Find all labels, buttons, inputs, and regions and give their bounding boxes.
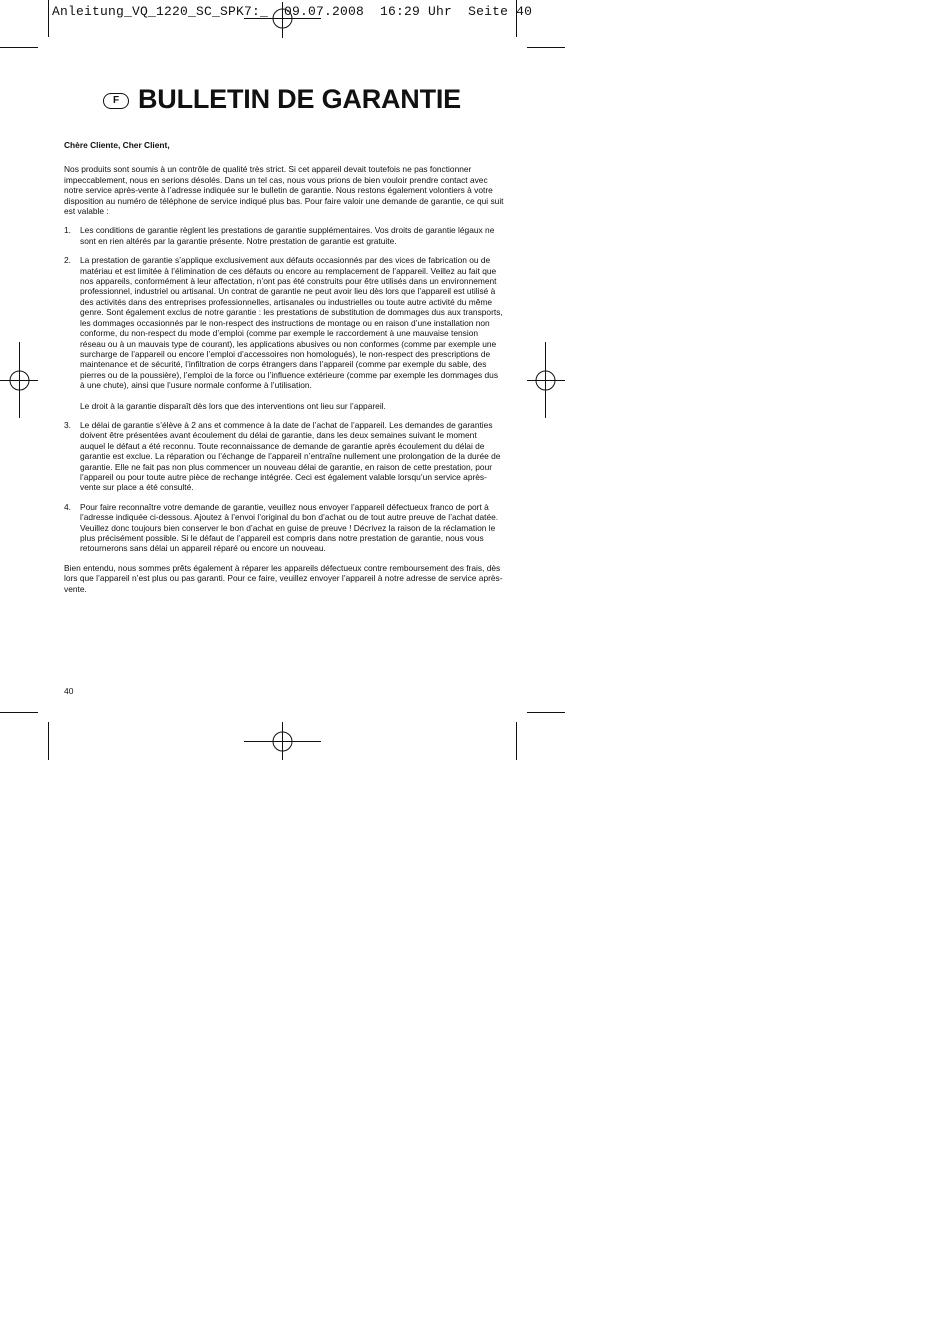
intro-paragraph: Nos produits sont soumis à un contrôle de qualité très strict. Si cet appareil devait toutefois ne pas fonctionner impeccablement, nous en serions désolés. Dans un tel cas, nous vous prions de bien vouloir prendre contact avec notre service après-vente à l’adresse indiquée sur le bulletin de garantie. Nous restons également volontiers à votre disposition au numéro de téléphone de service indiqué plus bas. Pour faire valoir une demande de garantie, ce qui suit est valable :: [64, 164, 504, 217]
list-item: [64, 420, 504, 493]
warranty-body: [64, 140, 504, 594]
list-item: [64, 225, 504, 246]
list-item-number: 4.: [64, 501, 71, 512]
list-item-text: Pour faire reconnaître votre demande de garantie, veuillez nous envoyer l’appareil défectueux franco de port à l’adresse indiquée ci-dessous. Ajoutez à l’envoi l’original du bon d’achat ou de tout autre preuve de l’achat datée. Veuillez donc toujours bien conserver le bon d’achat en guise de preuve ! Décrivez la raison de la réclamation le plus précisément possible. Si le défaut de l’appareil est compris dans notre prestation de garantie, nous vous retournerons sans délai un appareil réparé ou encore un nouveau.: [80, 501, 499, 554]
page-number: 40: [64, 686, 74, 696]
salutation: Chère Cliente, Cher Client,: [64, 140, 170, 150]
list-item-text: Les conditions de garantie règlent les prestations de garantie supplémentaires. Vos droits de garantie légaux ne sont en rien altérés par la garantie présente. Notre prestation de garantie est gratuite.: [80, 225, 495, 246]
list-item-text: Le délai de garantie s’élève à 2 ans et commence à la date de l’achat de l’appareil. Les demandes de garanties doivent être présentées avant écoulement du délai de garantie, dans les deux semaines suivant le moment auquel le défaut a été reconnu. Toute reconnaissance de demande de garantie après écoulement du délai de garantie est exclue. La réparation ou l’échange de l’appareil n’entraîne nullement une prolongation de la durée de garantie. Elle ne fait pas non plus commencer un nouveau délai de garantie, en raison de cette prestation, pour l’appareil ou pour toute autre pièce de rechange intégrée. Ceci est également valable lorsqu’un service après-vente sur place a été consulté.: [80, 419, 501, 493]
list-item-text: La prestation de garantie s’applique exclusivement aux défauts occasionnés par des vices de fabrication ou de matériau et est limitée à l’élimination de ces défauts ou encore au remplacement de l’appareil. Veillez au fait que nos appareils, conformément à leur affectation, n’ont pas été construits pour être utilisés dans un environnement professionnel, industriel ou artisanal. Un contrat de garantie ne peut avoir lieu dès lors que l’appareil est utilisé à des activités dans des entreprises professionnelles, artisanales ou industrielles ou toute autre activité du même genre. Sont également exclus de notre garantie : les prestations de substitution de dommages dus aux transports, les dommages occasionnés par le non-respect des instructions de montage ou en raison d’une installation non conforme, du non-respect du mode d’emploi (comme par exemple le raccordement à une mauvaise tension réseau ou à un mauvais type de courant), les applications abusives ou non conformes (comme par exemple une surcharge de l’appareil ou encore l’emploi d’accessoires non homologués), le non-respect des prescriptions de maintenance et de sécurité, l’infiltration de corps étrangers dans l’appareil (comme par exemple du sable, des pierres ou de la poussière), l’emploi de la force ou l’influence extérieure (comme par exemple les dommages dus à une chute), ainsi que l’usure normale conforme à l’utilisation.: [80, 255, 503, 391]
page-title: BULLETIN DE GARANTIE: [138, 84, 461, 114]
list-item: [64, 255, 504, 411]
closing-paragraph: Bien entendu, nous sommes prêts également à réparer les appareils défectueux contre remboursement des frais, dès lors que l’appareil n’est plus ou pas garanti. Pour ce faire, veuillez envoyer l’appareil à notre adresse de service après-vente.: [64, 562, 503, 594]
warranty-terms-list: [64, 225, 504, 553]
list-item: [64, 502, 504, 554]
list-item-note: Le droit à la garantie disparaît dès lors que des interventions ont lieu sur l’appareil.: [80, 400, 386, 411]
language-badge: F: [103, 93, 129, 109]
list-item-number: 3.: [64, 419, 71, 430]
page-header: [103, 84, 461, 115]
list-item-number: 1.: [64, 225, 71, 236]
print-slug-line: Anleitung_VQ_1220_SC_SPK7:_ 09.07.2008 16:29 Uhr Seite 40: [52, 4, 533, 19]
list-item-number: 2.: [64, 255, 71, 266]
